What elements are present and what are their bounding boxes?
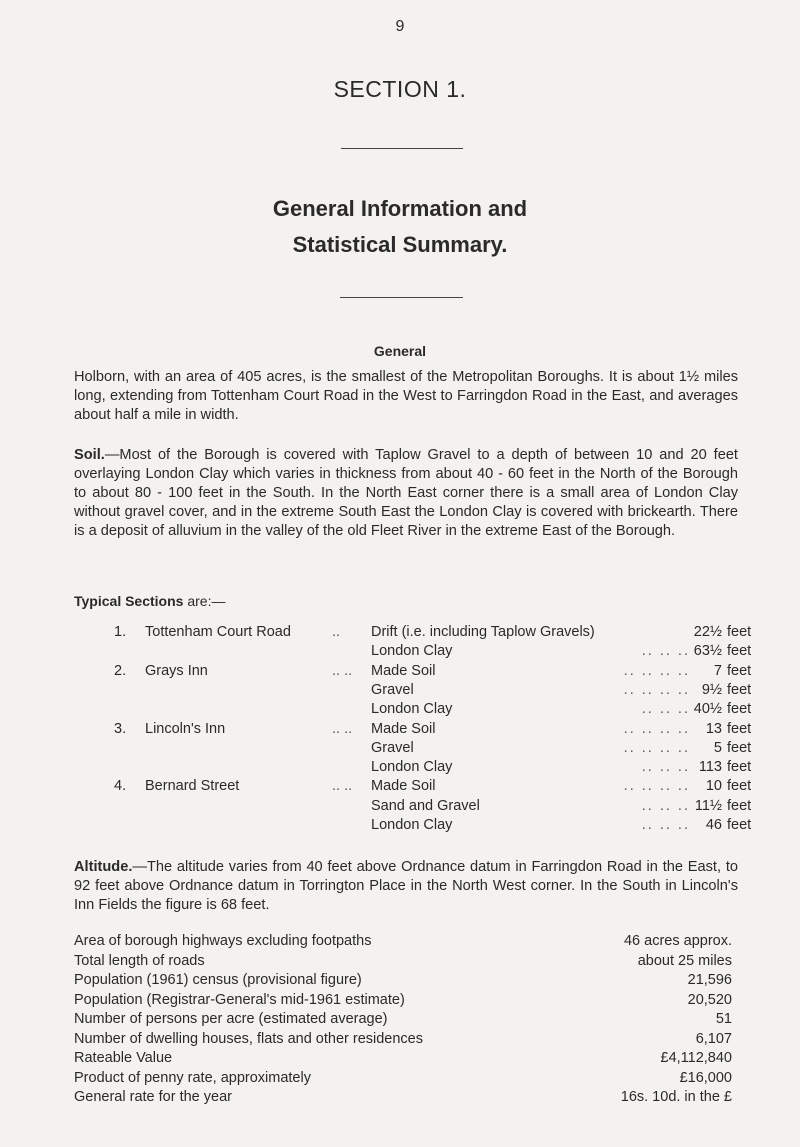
section-place: Lincoln's Inn xyxy=(145,720,226,737)
section-row xyxy=(0,624,800,644)
statistic-value: 51 xyxy=(715,1011,732,1027)
section-layer: Made Soil xyxy=(371,662,436,679)
place-leader-dots: .. .. xyxy=(332,778,353,795)
typical-sections-heading xyxy=(74,593,225,609)
soil-paragraph xyxy=(74,446,738,541)
place-leader-dots: .. .. xyxy=(332,662,353,679)
statistic-label: Number of dwelling houses, flats and other residences xyxy=(74,1030,423,1047)
statistic-label: Number of persons per acre (estimated average) xyxy=(74,1011,388,1027)
section-depth: 5 xyxy=(713,739,722,756)
section-layer: Gravel xyxy=(371,681,414,698)
soil-text: —Most of the Borough is covered with Taplow Gravel to a depth of between 10 and 20 feet overlaying London Clay which varies in thickness from about 40 - 60 feet in the North of the Borough to about 80 - 100 feet in the South. In the North East corner there is a small area of London Clay without gravel cover, and in the extreme South East the London Clay is covered with brickearth. There is a deposit of alluvium in the valley of the old Fleet River in the extreme East of the Borough. xyxy=(74,447,738,539)
section-layer: London Clay xyxy=(371,759,453,776)
section-unit: feet xyxy=(727,643,752,660)
section-number: 2. xyxy=(114,662,127,679)
altitude-text: —The altitude varies from 40 feet above Ordnance datum in Farringdon Road in the East, to 92 feet above Ordnance datum in Torrington Place in the North West corner. In the South in Lincoln's Inn Fields the figure is 68 feet. xyxy=(74,859,738,913)
section-title: SECTION 1. xyxy=(333,76,467,102)
section-row xyxy=(0,643,800,663)
section-layer: London Clay xyxy=(371,643,453,660)
section-depth: 46 xyxy=(705,817,722,833)
section-depth: 113 xyxy=(698,759,722,776)
page-number: 9 xyxy=(395,18,405,35)
section-unit: feet xyxy=(727,662,752,679)
soil-label: Soil. xyxy=(74,447,105,463)
altitude-label: Altitude. xyxy=(74,859,133,875)
section-row xyxy=(0,721,800,741)
section-row xyxy=(0,682,800,702)
layer-leader-dots: .. .. .. .. xyxy=(623,662,690,679)
statistic-value: £16,000 xyxy=(679,1069,732,1086)
section-layer: Made Soil xyxy=(371,778,436,795)
statistic-label: General rate for the year xyxy=(74,1089,232,1105)
section-unit: feet xyxy=(727,681,752,698)
section-row xyxy=(0,759,800,779)
section-number: 3. xyxy=(114,720,127,737)
section-depth: 7 xyxy=(713,662,722,679)
layer-leader-dots: .. .. .. xyxy=(641,797,690,814)
place-leader-dots: .. .. xyxy=(332,720,353,737)
section-depth: 10 xyxy=(705,778,722,795)
typical-sections-label: Typical Sections xyxy=(74,593,184,609)
general-subheading: General xyxy=(373,343,427,359)
section-row xyxy=(0,701,800,721)
section-depth: 63½ xyxy=(693,643,722,660)
section-place: Tottenham Court Road xyxy=(145,624,291,640)
section-row xyxy=(0,817,800,837)
place-leader-dots: .. xyxy=(332,624,341,640)
layer-leader-dots: .. .. .. .. xyxy=(623,778,690,795)
statistic-row xyxy=(74,972,744,992)
section-number: 1. xyxy=(114,624,127,640)
section-number: 4. xyxy=(114,778,127,795)
section-place: Grays Inn xyxy=(145,662,208,679)
statistic-value: 6,107 xyxy=(695,1030,732,1047)
statistic-label: Rateable Value xyxy=(74,1050,173,1066)
statistic-row xyxy=(74,1089,744,1109)
section-layer: Drift (i.e. including Taplow Gravels) xyxy=(371,624,595,640)
layer-leader-dots: .. .. .. .. xyxy=(623,681,690,698)
statistic-value: 46 acres approx. xyxy=(623,933,732,949)
statistic-label: Product of penny rate, approximately xyxy=(74,1069,311,1086)
intro-paragraph: Holborn, with an area of 405 acres, is the smallest of the Metropolitan Boroughs. It is about 1½ miles long, extending from Tottenham Court Road in the West to Farringdon Road in the East, and averages about half a mile in width. xyxy=(74,369,738,423)
divider-middle xyxy=(340,297,463,298)
section-depth: 40½ xyxy=(693,701,722,718)
divider-top xyxy=(341,148,463,149)
section-unit: feet xyxy=(727,701,752,718)
section-unit: feet xyxy=(727,778,752,795)
statistic-row xyxy=(74,1011,744,1031)
statistic-label: Population (Registrar-General's mid-1961 estimate) xyxy=(74,991,405,1008)
layer-leader-dots: .. .. .. .. xyxy=(623,739,690,756)
section-depth: 22½ xyxy=(693,624,722,640)
statistic-label: Total length of roads xyxy=(74,952,205,969)
section-layer: London Clay xyxy=(371,817,453,833)
section-unit: feet xyxy=(727,759,752,776)
statistic-row xyxy=(74,1050,744,1070)
statistic-value: 20,520 xyxy=(687,991,732,1008)
section-place: Bernard Street xyxy=(145,778,240,795)
section-row xyxy=(0,798,800,818)
statistic-value: 16s. 10d. in the £ xyxy=(620,1089,732,1105)
section-row xyxy=(0,740,800,760)
section-depth: 13 xyxy=(705,720,722,737)
layer-leader-dots: .. .. .. xyxy=(641,701,690,718)
layer-leader-dots: .. .. .. xyxy=(641,817,690,833)
section-row xyxy=(0,778,800,798)
statistic-row xyxy=(74,1070,744,1090)
section-layer: Gravel xyxy=(371,739,414,756)
section-unit: feet xyxy=(727,739,752,756)
section-unit: feet xyxy=(727,720,752,737)
statistic-row xyxy=(74,992,744,1012)
statistic-value: 21,596 xyxy=(687,972,732,988)
section-layer: Made Soil xyxy=(371,720,436,737)
layer-leader-dots: .. .. .. .. xyxy=(623,720,690,737)
statistic-label: Population (1961) census (provisional figure) xyxy=(74,972,362,988)
section-layer: London Clay xyxy=(371,701,453,718)
typical-sections-suffix: are:— xyxy=(183,593,226,609)
statistic-row xyxy=(74,953,744,973)
heading-line-2: Statistical Summary. xyxy=(292,232,508,257)
section-depth: 9½ xyxy=(701,681,722,698)
statistic-row xyxy=(74,1031,744,1051)
heading-line-1: General Information and xyxy=(272,196,528,221)
statistic-value: £4,112,840 xyxy=(660,1050,732,1066)
section-row xyxy=(0,663,800,683)
statistic-row xyxy=(74,933,744,953)
layer-leader-dots: .. .. .. xyxy=(641,759,690,776)
section-layer: Sand and Gravel xyxy=(371,797,480,814)
section-unit: feet xyxy=(727,797,752,814)
statistic-label: Area of borough highways excluding footpaths xyxy=(74,933,372,949)
section-unit: feet xyxy=(727,624,752,640)
statistic-value: about 25 miles xyxy=(637,952,732,969)
section-depth: 11½ xyxy=(694,797,722,814)
altitude-paragraph xyxy=(74,858,738,915)
section-unit: feet xyxy=(727,817,752,833)
layer-leader-dots: .. .. .. xyxy=(641,643,690,660)
